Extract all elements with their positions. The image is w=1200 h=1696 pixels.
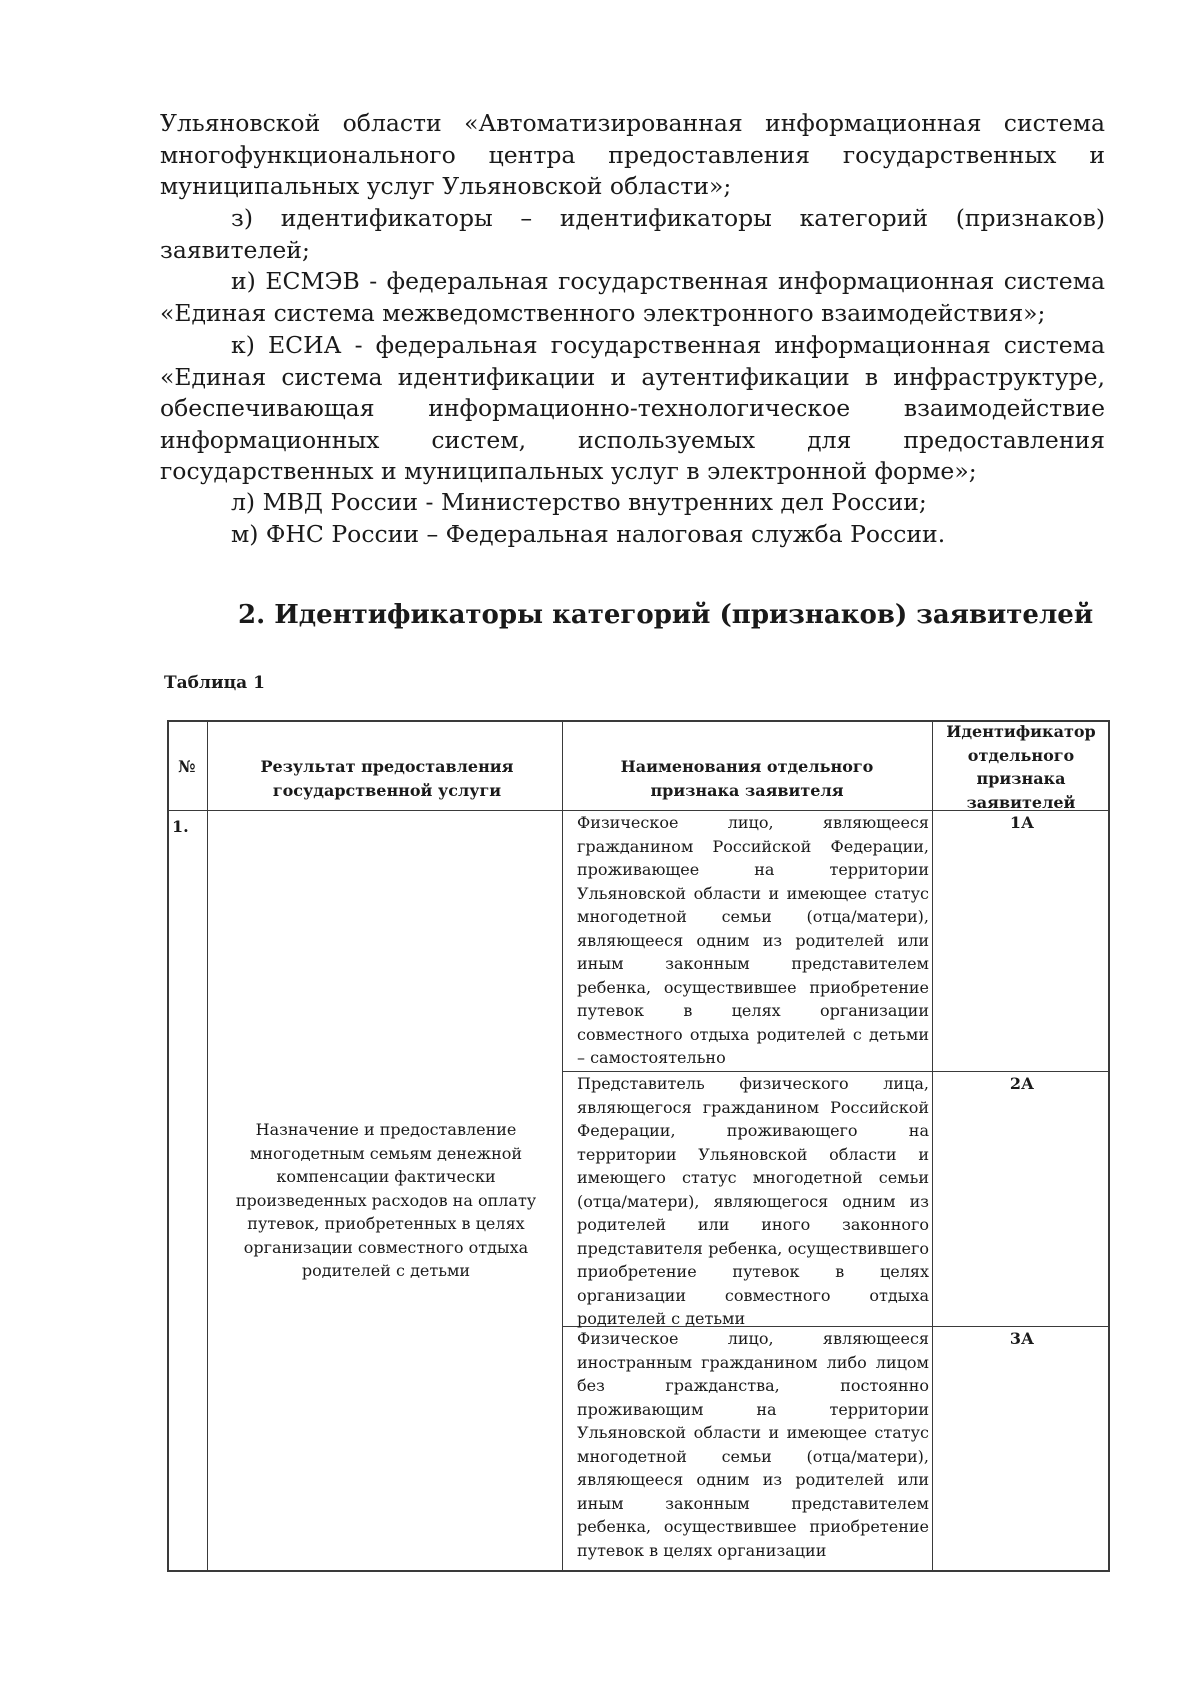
- table-border-left: [167, 720, 169, 1571]
- applicant-categories-table: [167, 720, 1110, 1571]
- header-number: №: [178, 757, 196, 776]
- column-divider: [207, 720, 208, 1571]
- paragraph-definition-l: л) МВД России - Министерство внутренних дел России;: [231, 488, 927, 516]
- paragraph-definition-i: и) ЕСМЭВ - федеральная государственная информационная система «Единая система межведомственного электронного взаимодействия»;: [160, 267, 1105, 327]
- header-criteria: Наименования отдельного признака заявителя: [620, 757, 874, 800]
- row-number: 1.: [172, 817, 189, 836]
- paragraph-definition-m: м) ФНС России – Федеральная налоговая служба России.: [231, 520, 946, 548]
- table-caption: Таблица 1: [164, 673, 265, 693]
- section-heading: 2. Идентификаторы категорий (признаков) заявителей: [238, 600, 1094, 630]
- column-divider: [562, 720, 563, 1571]
- criteria-item: Физическое лицо, являющееся иностранным гражданином либо лицом без гражданства, постоянно проживающим на территории Ульяновской области и имеющее статус многодетной семьи (отца/матери), являющееся одним из родителей или иным законным представителем ребенка, осуществившее приобретение путевок в целях организации: [577, 1329, 929, 1560]
- table-border-bottom: [167, 1570, 1110, 1572]
- table-border-right: [1108, 720, 1110, 1571]
- paragraph-definition-k: к) ЕСИА - федеральная государственная информационная система «Единая система идентификации и аутентификации в инфраструктуре, обеспечивающая информационно-технологическое взаимодействие информационных систем, используемых для предоставления государственных и муниципальных услуг в электронной форме»;: [160, 331, 1105, 485]
- paragraph-definition-z: з) идентификаторы – идентификаторы категорий (признаков) заявителей;: [160, 204, 1105, 264]
- header-identifier: Идентификатор отдельного признака заявителей: [946, 722, 1096, 812]
- header-result: Результат предоставления государственной услуги: [260, 757, 514, 800]
- service-result: Назначение и предоставление многодетным семьям денежной компенсации фактически произведенных расходов на оплату путевок, приобретенных в целях организации совместного отдыха родителей с детьми: [235, 1120, 537, 1280]
- paragraph-aismfc: Ульяновской области «Автоматизированная информационная система многофункционального центра предоставления государственных и муниципальных услуг Ульяновской области»;: [160, 109, 1105, 200]
- criteria-item: Физическое лицо, являющееся гражданином Российской Федерации, проживающее на территории Ульяновской области и имеющее статус многодетной семьи (отца/матери), являющееся одним из родителей или иным законным представителем ребенка, осуществившее приобретение путевок в целях организации совместного отдыха родителей с детьми – самостоятельно: [577, 813, 929, 1067]
- criteria-item: Представитель физического лица, являющегося гражданином Российской Федерации, проживающего на территории Ульяновской области и имеющего статус многодетной семьи (отца/матери), являющегося одним из родителей или иного законного представителя ребенка, осуществившего приобретение путевок в целях организации совместного отдыха родителей с детьми: [577, 1074, 929, 1328]
- column-divider: [932, 720, 933, 1571]
- identifier-item: 2А: [1009, 1074, 1035, 1093]
- identifier-item: 1А: [1009, 813, 1035, 832]
- identifier-item: 3А: [1009, 1329, 1035, 1348]
